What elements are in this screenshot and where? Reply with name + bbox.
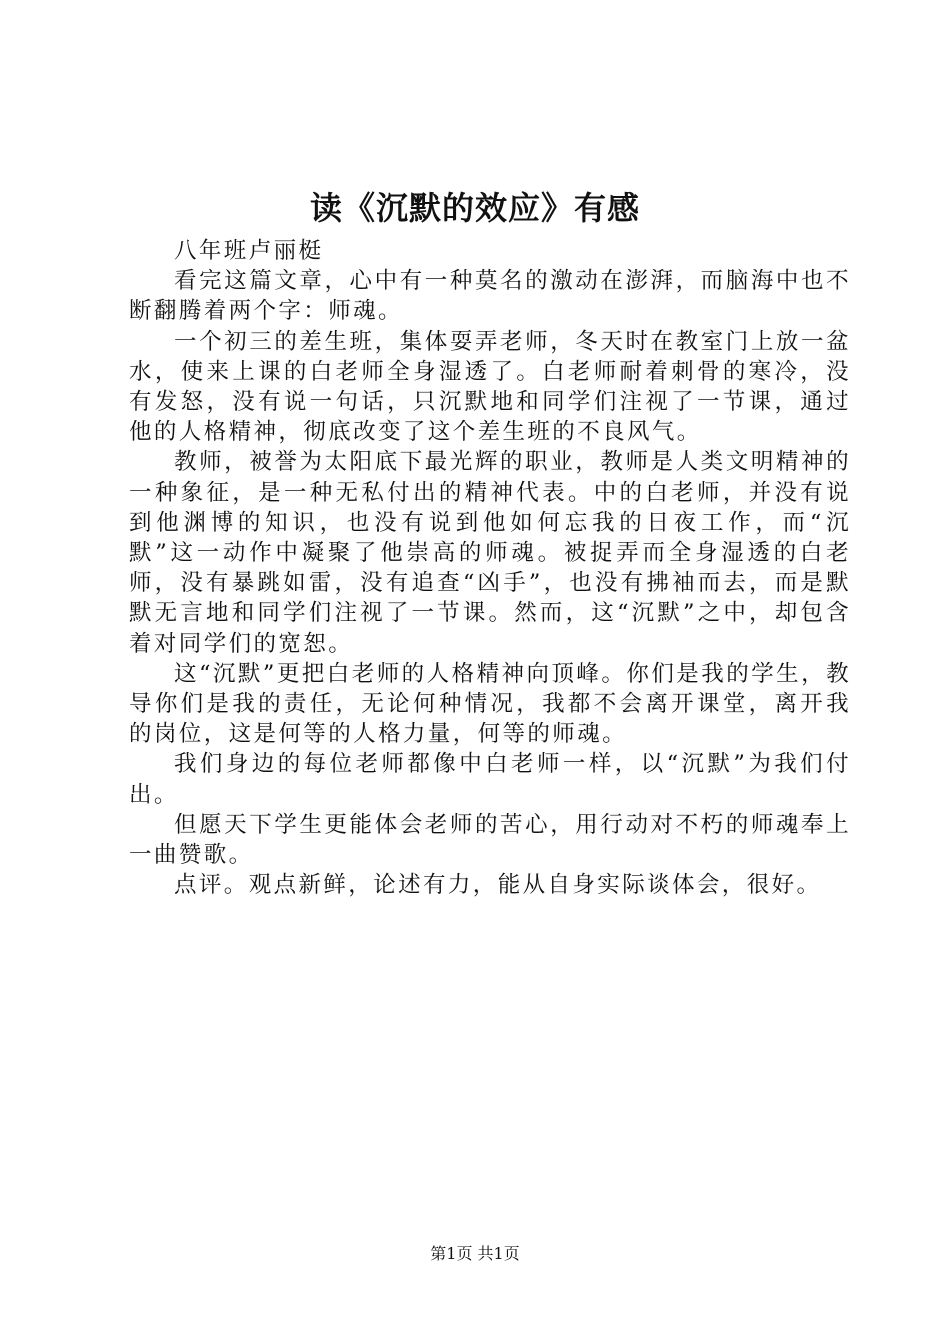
paragraph: 一个初三的差生班，集体耍弄老师，冬天时在教室门上放一盆水，使来上课的白老师全身湿透了。白老师耐着刺骨的寒冷，没有发怒，没有说一句话，只沉默地和同学们注视了一节课，通过他的人格精神，彻底改变了这个差生班的不良风气。 — [129, 328, 851, 446]
document-title: 读《沉默的效应》有感 — [309, 189, 640, 227]
paragraph: 我们身边的每位老师都像中白老师一样，以“沉默”为我们付出。 — [129, 751, 851, 808]
comment-paragraph: 点评。观点新鲜，论述有力，能从自身实际谈体会，很好。 — [174, 872, 822, 899]
paragraph: 教师，被誉为太阳底下最光辉的职业，教师是人类文明精神的一种象征，是一种无私付出的精神代表。中的白老师，并没有说到他渊博的知识，也没有说到他如何忘我的日夜工作，而“沉默”这一动作中凝聚了他崇高的师魂。被捉弄而全身湿透的白老师，没有暴跳如雷，没有追查“凶手”，也没有拂袖而去，而是默默无言地和同学们注视了一节课。然而，这“沉默”之中，却包含着对同学们的宽恕。 — [129, 449, 851, 657]
paragraph: 看完这篇文章，心中有一种莫名的激动在澎湃，而脑海中也不断翻腾着两个字：师魂。 — [129, 268, 851, 325]
page-footer: 第1页 共1页 — [430, 1244, 520, 1263]
paragraph: 但愿天下学生更能体会老师的苦心，用行动对不朽的师魂奉上一曲赞歌。 — [129, 811, 851, 869]
document-body — [129, 236, 851, 900]
paragraph: 这“沉默”更把白老师的人格精神向顶峰。你们是我的学生，教导你们是我的责任，无论何种情况，我都不会离开课堂，离开我的岗位，这是何等的人格力量，何等的师魂。 — [129, 660, 851, 748]
author-line: 八年班卢丽梃 — [174, 238, 324, 264]
